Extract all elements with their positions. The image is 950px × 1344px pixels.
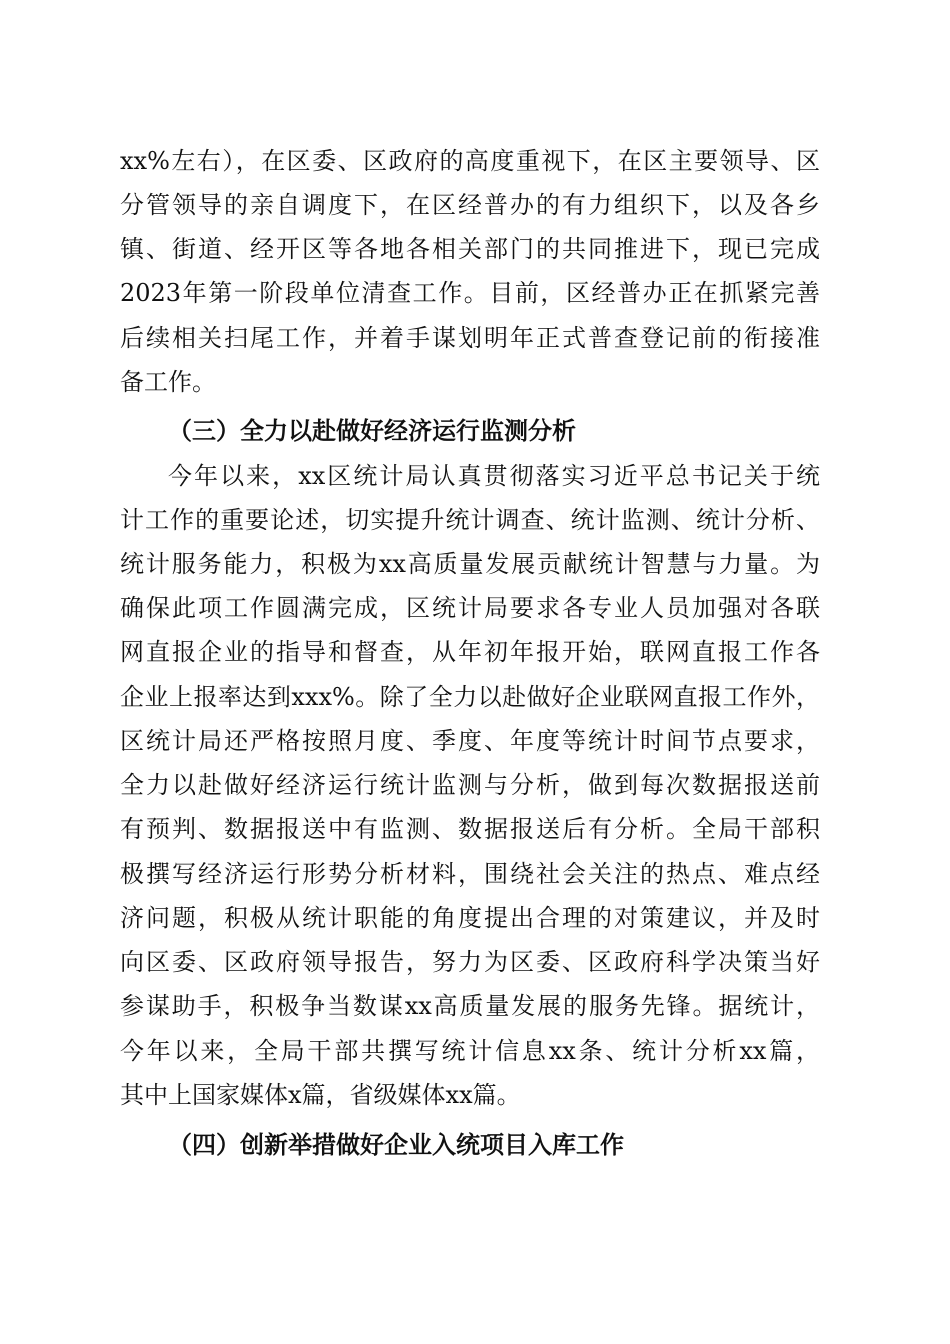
- paragraph-first-line: 今年以来，xx区统计局认真贯彻落实习近平总书记关于统: [168, 462, 820, 490]
- body-text-line: 后续相关扫尾工作，并着手谋划明年正式普查登记前的衔接准: [120, 324, 820, 352]
- section-heading: （四）创新举措做好企业入统项目入库工作: [168, 1130, 624, 1159]
- body-text-line: 备工作。: [120, 368, 216, 396]
- body-text-line: 济问题，积极从统计职能的角度提出合理的对策建议，并及时: [120, 904, 820, 932]
- body-text-line: 区统计局还严格按照月度、季度、年度等统计时间节点要求，: [120, 727, 820, 755]
- body-text-line: xx%左右），在区委、区政府的高度重视下，在区主要领导、区: [120, 147, 820, 175]
- body-text-line: 极撰写经济运行形势分析材料，围绕社会关注的热点、难点经: [120, 860, 820, 888]
- body-text-line: 确保此项工作圆满完成，区统计局要求各专业人员加强对各联: [120, 594, 820, 622]
- body-text-line: 全力以赴做好经济运行统计监测与分析，做到每次数据报送前: [120, 771, 820, 799]
- body-text-line: 镇、街道、经开区等各地各相关部门的共同推进下，现已完成: [120, 235, 820, 263]
- body-text-line: 其中上国家媒体x篇，省级媒体xx篇。: [120, 1081, 521, 1109]
- body-text-line: 向区委、区政府领导报告，努力为区委、区政府科学决策当好: [120, 948, 820, 976]
- body-text-line: 参谋助手，积极争当数谋xx高质量发展的服务先锋。据统计，: [120, 992, 820, 1020]
- section-heading: （三）全力以赴做好经济运行监测分析: [168, 416, 576, 445]
- body-text-line: 统计服务能力，积极为xx高质量发展贡献统计智慧与力量。为: [120, 550, 820, 578]
- body-text-line: 计工作的重要论述，切实提升统计调查、统计监测、统计分析、: [120, 506, 820, 534]
- body-text-line: 有预判、数据报送中有监测、数据报送后有分析。全局干部积: [120, 815, 820, 843]
- body-text-line: 网直报企业的指导和督查，从年初年报开始，联网直报工作各: [120, 638, 820, 666]
- body-text-line: 今年以来，全局干部共撰写统计信息xx条、统计分析xx篇，: [120, 1037, 820, 1065]
- body-text-line: 企业上报率达到xxx%。除了全力以赴做好企业联网直报工作外，: [120, 683, 820, 711]
- body-text-line: 分管领导的亲自调度下，在区经普办的有力组织下，以及各乡: [120, 191, 820, 219]
- body-text-line: 2023年第一阶段单位清查工作。目前，区经普办正在抓紧完善: [120, 279, 820, 307]
